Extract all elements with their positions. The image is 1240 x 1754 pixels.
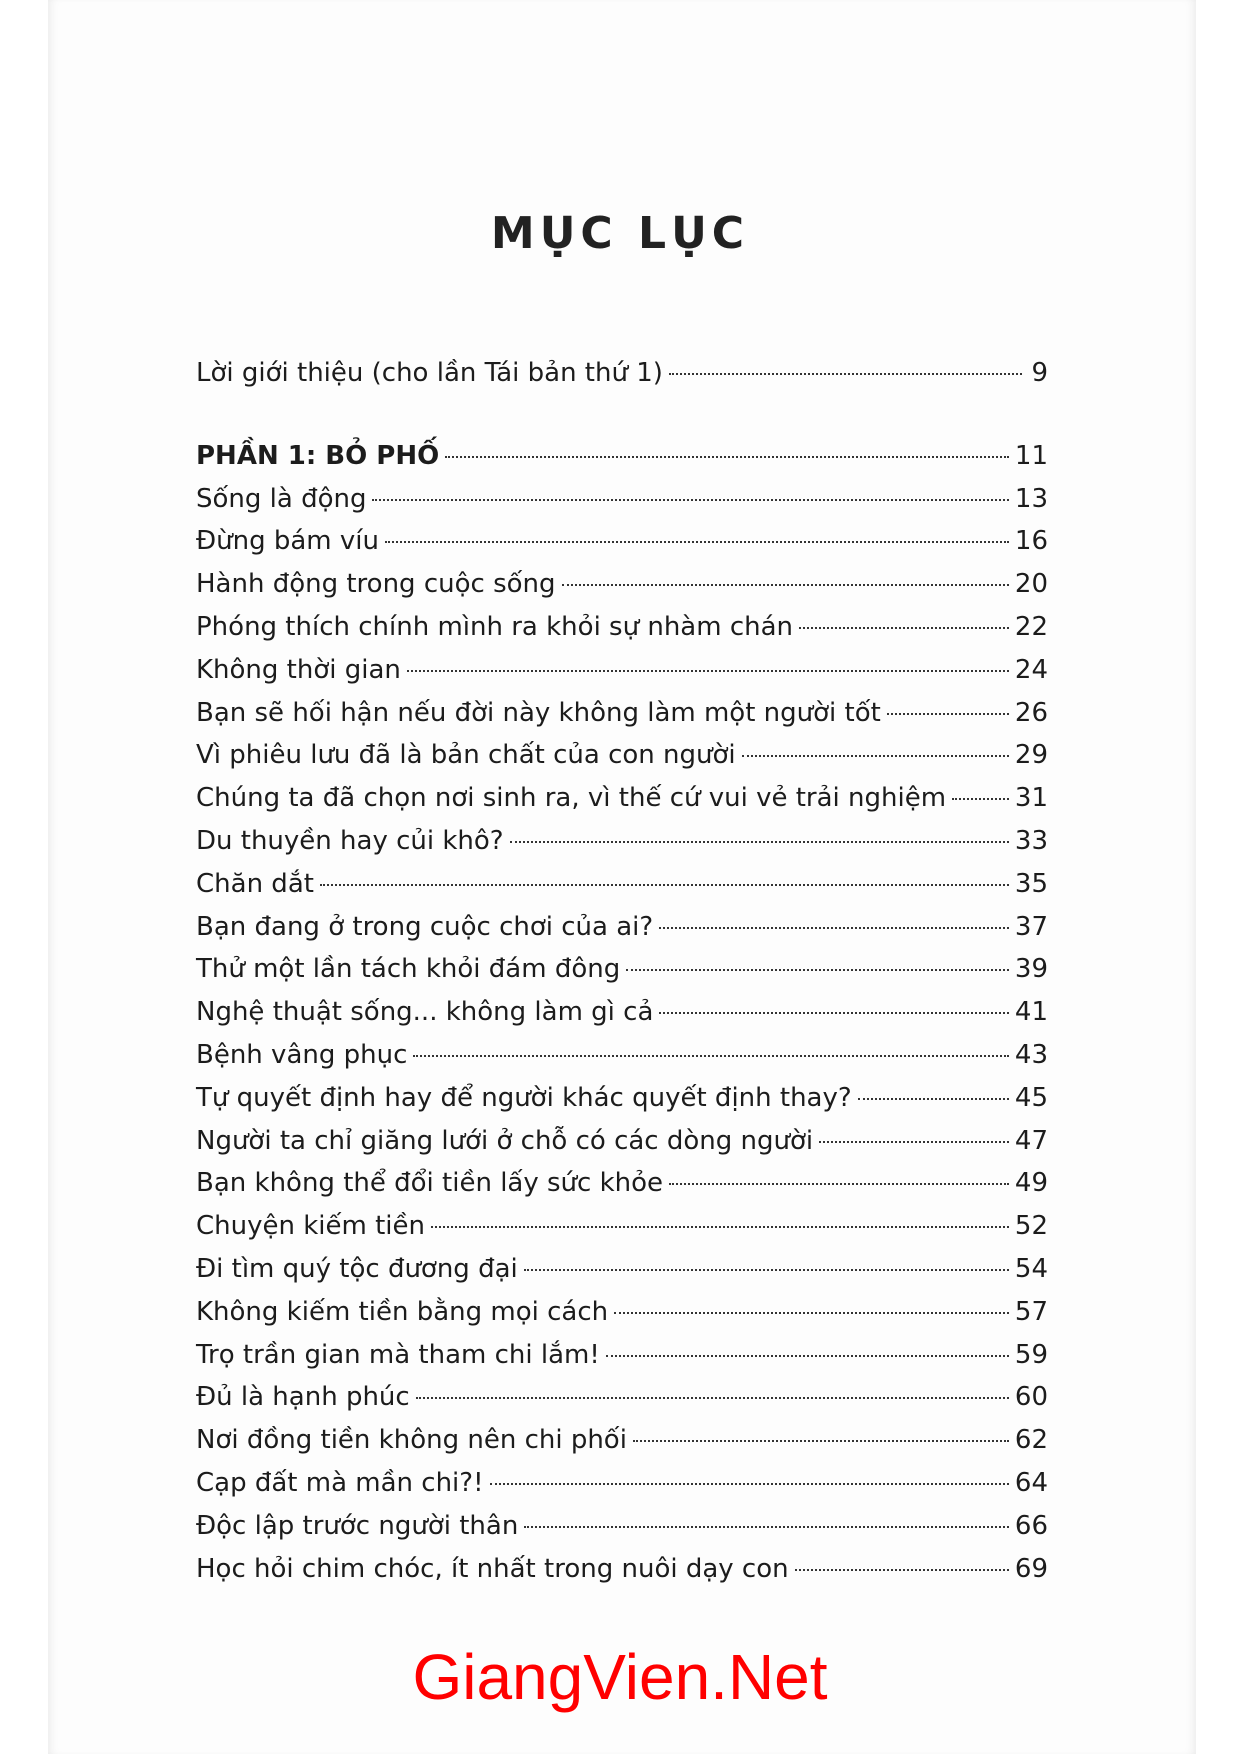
toc-entry-page: 20 bbox=[1014, 569, 1048, 600]
toc-entry[interactable] bbox=[196, 820, 1048, 863]
dot-leader bbox=[626, 969, 1009, 971]
toc-entry[interactable] bbox=[196, 1419, 1048, 1462]
toc-entry-label: Tự quyết định hay để người khác quyết định thay? bbox=[196, 1082, 852, 1113]
toc-entry[interactable] bbox=[196, 1376, 1048, 1419]
dot-leader bbox=[952, 798, 1009, 800]
dot-leader bbox=[659, 1012, 1009, 1014]
toc-entry-page: 64 bbox=[1014, 1467, 1048, 1498]
toc-entry-page: 9 bbox=[1031, 358, 1048, 388]
dot-leader bbox=[606, 1355, 1009, 1357]
toc-entry-page: 39 bbox=[1014, 954, 1048, 985]
toc-entry[interactable] bbox=[196, 1291, 1048, 1334]
toc-entry-page: 41 bbox=[1014, 997, 1048, 1028]
toc-entry-page: 35 bbox=[1014, 868, 1048, 899]
toc-entry-page: 31 bbox=[1014, 783, 1048, 814]
toc-entry-label: Cạp đất mà mần chi?! bbox=[196, 1467, 484, 1498]
toc-entry-page: 66 bbox=[1014, 1510, 1048, 1541]
toc-entry-list bbox=[196, 478, 1048, 1591]
toc-entry-label: Chúng ta đã chọn nơi sinh ra, vì thế cứ vui vẻ trải nghiệm bbox=[196, 783, 947, 814]
dot-leader bbox=[887, 713, 1009, 715]
dot-leader bbox=[742, 755, 1009, 757]
toc-entry[interactable] bbox=[196, 991, 1048, 1034]
toc-entry-label: Thử một lần tách khỏi đám đông bbox=[196, 954, 621, 985]
toc-entry-label: Không thời gian bbox=[196, 654, 401, 685]
toc-entry-page: 62 bbox=[1014, 1425, 1048, 1456]
toc-entry-page: 47 bbox=[1014, 1125, 1048, 1156]
page-title: MỤC LỤC bbox=[490, 208, 750, 259]
toc-entry-label: Lời giới thiệu (cho lần Tái bản thứ 1) bbox=[196, 358, 663, 388]
dot-leader bbox=[431, 1226, 1009, 1228]
toc-entry[interactable] bbox=[196, 520, 1048, 563]
toc-entry-label: Người ta chỉ giăng lưới ở chỗ có các dòng người bbox=[196, 1125, 814, 1156]
dot-leader bbox=[819, 1141, 1009, 1143]
table-of-contents bbox=[196, 352, 1048, 1590]
toc-entry-label: Sống là động bbox=[196, 483, 367, 514]
toc-entry-page: 57 bbox=[1014, 1296, 1048, 1327]
toc-entry-page: 24 bbox=[1014, 654, 1048, 685]
toc-entry-label: Trọ trần gian mà tham chi lắm! bbox=[196, 1339, 600, 1370]
dot-leader bbox=[799, 627, 1009, 629]
dot-leader bbox=[633, 1440, 1009, 1442]
toc-entry[interactable] bbox=[196, 863, 1048, 906]
toc-entry-page: 52 bbox=[1014, 1211, 1048, 1242]
dot-leader bbox=[320, 884, 1009, 886]
watermark: GiangVien.Net bbox=[412, 1641, 828, 1713]
toc-entry-label: Chăn dắt bbox=[196, 868, 314, 899]
dot-leader bbox=[416, 1397, 1009, 1399]
toc-entry-page: 59 bbox=[1014, 1339, 1048, 1370]
section-gap bbox=[196, 395, 1048, 435]
toc-entry[interactable] bbox=[196, 777, 1048, 820]
toc-entry-intro[interactable] bbox=[196, 352, 1048, 395]
toc-entry-label: Bạn không thể đổi tiền lấy sức khỏe bbox=[196, 1168, 664, 1199]
toc-entry-label: Đủ là hạnh phúc bbox=[196, 1382, 410, 1413]
toc-entry[interactable] bbox=[196, 1205, 1048, 1248]
dot-leader bbox=[669, 1183, 1009, 1185]
toc-part-heading[interactable] bbox=[196, 435, 1048, 478]
dot-leader bbox=[510, 841, 1009, 843]
toc-entry-page: 33 bbox=[1014, 825, 1048, 856]
toc-part-label: PHẦN 1: BỎ PHỐ bbox=[196, 440, 440, 471]
dot-leader bbox=[562, 584, 1009, 586]
toc-entry-label: Độc lập trước người thân bbox=[196, 1510, 519, 1541]
toc-entry[interactable] bbox=[196, 1162, 1048, 1205]
toc-entry-page: 13 bbox=[1014, 483, 1048, 514]
toc-entry-label: Bệnh vâng phục bbox=[196, 1039, 408, 1070]
dot-leader bbox=[858, 1098, 1009, 1100]
toc-entry-page: 54 bbox=[1014, 1253, 1048, 1284]
toc-entry-label: Hành động trong cuộc sống bbox=[196, 569, 556, 600]
dot-leader bbox=[490, 1483, 1009, 1485]
toc-entry[interactable] bbox=[196, 1505, 1048, 1548]
toc-entry[interactable] bbox=[196, 563, 1048, 606]
toc-entry[interactable] bbox=[196, 906, 1048, 949]
toc-part-page: 11 bbox=[1014, 440, 1048, 471]
dot-leader bbox=[445, 456, 1009, 458]
toc-entry-page: 45 bbox=[1014, 1082, 1048, 1113]
dot-leader bbox=[372, 499, 1008, 501]
dot-leader bbox=[524, 1526, 1009, 1528]
dot-leader bbox=[407, 670, 1009, 672]
toc-entry[interactable] bbox=[196, 948, 1048, 991]
toc-entry-label: Không kiếm tiền bằng mọi cách bbox=[196, 1296, 609, 1327]
toc-entry-label: Vì phiêu lưu đã là bản chất của con người bbox=[196, 740, 736, 771]
toc-entry-page: 43 bbox=[1014, 1039, 1048, 1070]
dot-leader bbox=[795, 1569, 1009, 1571]
dot-leader bbox=[659, 927, 1009, 929]
toc-entry[interactable] bbox=[196, 1077, 1048, 1120]
toc-entry-label: Đừng bám víu bbox=[196, 526, 379, 557]
toc-entry-page: 22 bbox=[1014, 611, 1048, 642]
toc-entry-label: Phóng thích chính mình ra khỏi sự nhàm chán bbox=[196, 611, 794, 642]
toc-entry[interactable] bbox=[196, 1120, 1048, 1163]
toc-entry-label: Nơi đồng tiền không nên chi phối bbox=[196, 1425, 627, 1456]
toc-entry-page: 29 bbox=[1014, 740, 1048, 771]
toc-entry[interactable] bbox=[196, 734, 1048, 777]
dot-leader bbox=[669, 373, 1022, 375]
toc-entry-page: 49 bbox=[1014, 1168, 1048, 1199]
dot-leader bbox=[614, 1312, 1009, 1314]
toc-entry-label: Bạn sẽ hối hận nếu đời này không làm một người tốt bbox=[196, 697, 881, 728]
toc-entry-label: Đi tìm quý tộc đương đại bbox=[196, 1253, 518, 1284]
toc-entry[interactable] bbox=[196, 1034, 1048, 1077]
dot-leader bbox=[385, 541, 1009, 543]
toc-entry-page: 16 bbox=[1014, 526, 1048, 557]
toc-entry[interactable] bbox=[196, 1548, 1048, 1591]
toc-entry[interactable] bbox=[196, 649, 1048, 692]
toc-entry[interactable] bbox=[196, 1462, 1048, 1505]
dot-leader bbox=[413, 1055, 1009, 1057]
toc-entry[interactable] bbox=[196, 1248, 1048, 1291]
toc-entry-label: Nghệ thuật sống... không làm gì cả bbox=[196, 997, 654, 1028]
toc-entry[interactable] bbox=[196, 478, 1048, 521]
toc-entry[interactable] bbox=[196, 1334, 1048, 1377]
toc-entry-label: Du thuyền hay củi khô? bbox=[196, 825, 504, 856]
toc-entry-label: Học hỏi chim chóc, ít nhất trong nuôi dạy con bbox=[196, 1553, 789, 1584]
toc-entry-page: 26 bbox=[1014, 697, 1048, 728]
toc-entry[interactable] bbox=[196, 606, 1048, 649]
toc-entry[interactable] bbox=[196, 692, 1048, 735]
toc-entry-page: 37 bbox=[1014, 911, 1048, 942]
toc-entry-page: 69 bbox=[1014, 1553, 1048, 1584]
toc-entry-page: 60 bbox=[1014, 1382, 1048, 1413]
toc-entry-label: Chuyện kiếm tiền bbox=[196, 1211, 425, 1242]
dot-leader bbox=[524, 1269, 1009, 1271]
toc-entry-label: Bạn đang ở trong cuộc chơi của ai? bbox=[196, 911, 654, 942]
